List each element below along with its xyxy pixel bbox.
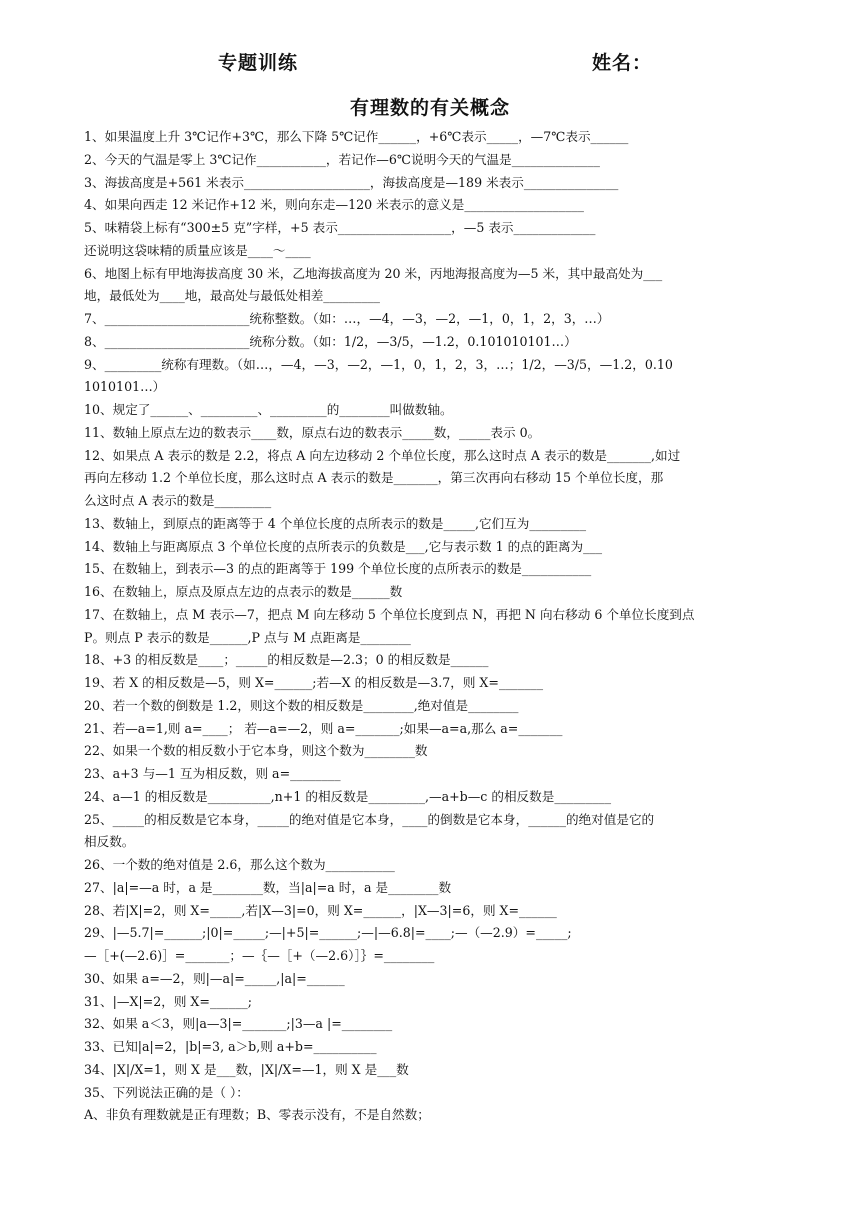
question-line: 11、数轴上原点左边的数表示____数，原点右边的数表示_____数，_____表示 0。 xyxy=(84,424,541,440)
question-line: 32、如果 a＜3，则|a—3|=_______;|3—a |=________ xyxy=(84,1016,393,1032)
question-line: 地，最低处为____地，最高处与最低处相差_________ xyxy=(84,288,380,304)
question-line: 34、|X|/X=1，则 X 是___数，|X|/X=—1，则 X 是___数 xyxy=(84,1061,409,1077)
question-line: 19、若 X 的相反数是—5，则 X=______;若—X 的相反数是—3.7，则 X=_______ xyxy=(84,675,544,690)
name-label: 姓名： xyxy=(592,52,653,74)
topic-label: 专题训练 xyxy=(218,52,299,74)
question-line: 2、今天的气温是零上 3℃记作___________，若记作—6℃说明今天的气温是______________ xyxy=(84,151,600,167)
question-line: 22、如果一个数的相反数小于它本身，则这个数为________数 xyxy=(84,743,428,759)
question-line: 14、数轴上与距离原点 3 个单位长度的点所表示的负数是___,它与表示数 1 的点的距离为___ xyxy=(84,538,603,554)
question-line: 3、海拔高度是+561 米表示____________________，海拔高度是—189 米表示_______________ xyxy=(84,174,619,190)
question-line: 27、|a|=—a 时，a 是________数，当|a|=a 时，a 是________数 xyxy=(84,879,452,895)
question-line: 25、_____的相反数是它本身，_____的绝对值是它本身，____的倒数是它本身，______的绝对值是它的 xyxy=(84,811,655,827)
question-line: 28、若|X|=2，则 X=_____,若|X—3|=0，则 X=______，|X—3|=6，则 X=______ xyxy=(84,902,557,918)
question-line: 15、在数轴上，到表示—3 的点的距离等于 199 个单位长度的点所表示的数是___________ xyxy=(84,561,592,577)
question-line: 13、数轴上，到原点的距离等于 4 个单位长度的点所表示的数是_____,它们互为_________ xyxy=(84,515,587,531)
question-list xyxy=(84,126,784,1127)
question-line: 再向左移动 1.2 个单位长度，那么这时点 A 表示的数是_______，第三次再向右移动 15 个单位长度，那 xyxy=(84,470,664,486)
question-line: 33、已知|a|=2，|b|=3, a＞b,则 a+b=__________ xyxy=(84,1039,377,1054)
question-line: P。则点 P 表示的数是______,P 点与 M 点距离是________ xyxy=(84,629,411,645)
question-line: 么这时点 A 表示的数是_________ xyxy=(84,493,272,508)
question-line: 1010101…） xyxy=(84,379,166,395)
question-line: 12、如果点 A 表示的数是 2.2，将点 A 向左边移动 2 个单位长度，那么这时点 A 表示的数是_______,如过 xyxy=(84,447,681,463)
question-line: 相反数。 xyxy=(84,834,135,850)
question-line: 1、如果温度上升 3℃记作+3℃，那么下降 5℃记作______，+6℃表示_____，—7℃表示______ xyxy=(84,129,629,144)
question-line: 29、|—5.7|=______;|0|=_____;—|+5|=______;—|—6.8|=____;—（—2.9）=_____; xyxy=(84,925,572,941)
question-line: 21、若—a=1,则 a=____； 若—a=—2，则 a=_______;如果—a=a,那么 a=_______ xyxy=(84,720,563,736)
question-line: 26、一个数的绝对值是 2.6，那么这个数为___________ xyxy=(84,857,395,872)
question-line: 31、|—X|=2，则 X=______; xyxy=(84,993,252,1009)
question-line: 23、a+3 与—1 互为相反数，则 a=________ xyxy=(84,766,341,781)
question-line: 7、_______________________统称整数。（如：…，—4，—3，—2，—1，0，1，2，3，…） xyxy=(84,311,610,326)
question-line: A、非负有理数就是正有理数；B、零表示没有，不是自然数； xyxy=(84,1107,430,1123)
question-line: 8、_______________________统称分数。（如：1/2，—3/5，—1.2，0.101010101…） xyxy=(84,333,577,349)
question-line: 35、下列说法正确的是（ ）： xyxy=(84,1084,249,1100)
question-line: 5、味精袋上标有“300±5 克”字样，+5 表示__________________，—5 表示_____________ xyxy=(84,220,596,235)
question-line: 9、_________统称有理数。（如…，—4，—3，—2，—1，0，1，2，3，…；1/2，—3/5，—1.2，0.10 xyxy=(84,356,673,372)
question-line: 6、地图上标有甲地海拔高度 30 米，乙地海拔高度为 20 米，丙地海报高度为—5 米，其中最高处为___ xyxy=(84,265,663,281)
question-line: 17、在数轴上，点 M 表示—7，把点 M 向左移动 5 个单位长度到点 N，再把 N 向右移动 6 个单位长度到点 xyxy=(84,606,695,622)
question-line: 24、a—1 的相反数是__________,n+1 的相反数是_________,—a+b—c 的相反数是_________ xyxy=(84,788,612,804)
question-line: 还说明这袋味精的质量应该是____～____ xyxy=(84,242,311,258)
question-line: 10、规定了______、_________、_________的________叫做数轴。 xyxy=(84,402,453,417)
page-title: 有理数的有关概念 xyxy=(349,97,510,119)
question-line: 4、如果向西走 12 米记作+12 米，则向东走—120 米表示的意义是___________________ xyxy=(84,197,584,213)
question-line: 18、+3 的相反数是____；_____的相反数是—2.3；0 的相反数是______ xyxy=(84,652,489,668)
question-line: 16、在数轴上，原点及原点左边的点表示的数是______数 xyxy=(84,584,403,599)
question-line: 30、如果 a=—2，则|—a|=_____,|a|=______ xyxy=(84,970,345,986)
question-line: 20、若一个数的倒数是 1.2，则这个数的相反数是________,绝对值是________ xyxy=(84,697,519,713)
question-line: —［+(—2.6)］=_______；—｛—［+（—2.6）］｝=________ xyxy=(84,948,435,963)
